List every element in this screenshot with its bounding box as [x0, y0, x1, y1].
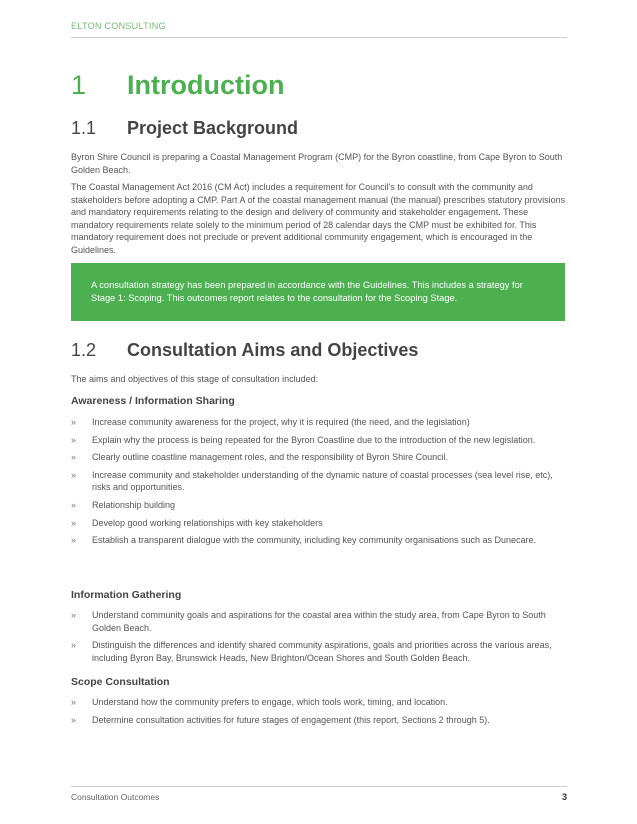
running-footer	[71, 786, 567, 802]
bullet-icon: »	[71, 517, 77, 528]
subsection-title: Project Background	[127, 118, 299, 138]
list-item	[71, 451, 567, 464]
subsection-title: Consultation Aims and Objectives	[127, 340, 419, 360]
bullet-icon: »	[71, 640, 77, 651]
subsection-number: 1.2	[71, 340, 97, 360]
bullet-icon: »	[71, 535, 77, 546]
list-item-text: Determine consultation activities for future stages of engagement (this report, Sections 2 through 5).	[92, 714, 490, 725]
bullet-list	[71, 416, 567, 552]
bullet-icon: »	[71, 499, 77, 510]
subsection-number: 1.1	[71, 118, 97, 138]
list-item-text: Relationship building	[92, 499, 176, 510]
running-header: ELTON CONSULTING	[71, 21, 567, 38]
list-item	[71, 534, 567, 547]
subsection-heading-project-background	[71, 117, 298, 139]
section-heading-introduction	[71, 68, 284, 102]
bullet-icon: »	[71, 469, 77, 480]
list-item-text: Understand community goals and aspirations for the coastal area within the study area, from Cape Byron to South Golden Beach.	[92, 610, 546, 633]
list-item	[71, 416, 567, 429]
bullet-list	[71, 609, 567, 669]
list-item-text: Distinguish the differences and identify shared community aspirations, goals and priorities across the various areas, including Byron Bay, Brunswick Heads, New Brighton/Ocean Shores and South Golden Beach.	[92, 640, 552, 663]
list-item-text: Explain why the process is being repeated for the Byron Coastline due to the introduction of the new legislation.	[92, 434, 536, 445]
group-heading: Awareness / Information Sharing	[71, 395, 235, 407]
paragraph: Byron Shire Council is preparing a Coastal Management Program (CMP) for the Byron coastline, from Cape Byron to South Golden Beach.	[71, 152, 563, 175]
bullet-list	[71, 696, 567, 731]
bullet-icon: »	[71, 434, 77, 445]
page-number: 3	[561, 792, 567, 802]
footer-title: Consultation Outcomes	[71, 792, 160, 802]
list-item	[71, 434, 567, 447]
list-item	[71, 499, 567, 512]
group-heading: Scope Consultation	[71, 676, 170, 688]
list-item	[71, 609, 567, 634]
section-number: 1	[71, 70, 87, 100]
list-item-text: Increase community awareness for the project, why it is required (the need, and the legislation)	[92, 417, 470, 427]
group-heading: Information Gathering	[71, 589, 182, 601]
list-item	[71, 714, 567, 727]
list-item-text: Understand how the community prefers to engage, which tools work, timing, and location.	[92, 697, 448, 707]
bullet-icon: »	[71, 610, 77, 620]
bullet-icon: »	[71, 697, 77, 707]
paragraph: The aims and objectives of this stage of consultation included:	[71, 374, 319, 384]
callout-box: A consultation strategy has been prepared in accordance with the Guidelines. This includes a strategy for Stage 1: Scoping. This outcomes report relates to the consultation for the Scoping Stage.	[71, 263, 565, 321]
paragraph: The Coastal Management Act 2016 (CM Act) includes a requirement for Council's to consult with the community and stakeholders before adopting a CMP. Part A of the coastal management manual (the manual) prescribes statutory provisions and mandatory requirements relating to the design and delivery of community and stakeholder engagement. These mandatory requirements relate solely to the minimum period of 28 calendar days the CMP must be exhibited for. This mandatory requirement does not preclude or prevent additional community engagement, which is encouraged in the Guidelines.	[71, 182, 566, 255]
bullet-icon: »	[71, 714, 77, 725]
list-item-text: Clearly outline coastline management roles, and the responsibility of Byron Shire Council.	[92, 452, 449, 463]
list-item	[71, 639, 567, 664]
list-item-text: Develop good working relationships with key stakeholders	[92, 517, 323, 528]
section-title: Introduction	[127, 70, 285, 100]
list-item-text: Establish a transparent dialogue with the community, including key community organisations such as Dunecare.	[92, 535, 537, 546]
subsection-heading-consultation-aims	[71, 339, 418, 361]
list-item	[71, 696, 567, 709]
bullet-icon: »	[71, 452, 77, 463]
list-item	[71, 469, 567, 494]
bullet-icon: »	[71, 417, 77, 427]
list-item	[71, 517, 567, 530]
list-item-text: Increase community and stakeholder understanding of the dynamic nature of coastal processes (sea level rise, etc), risks and opportunities.	[92, 469, 553, 493]
